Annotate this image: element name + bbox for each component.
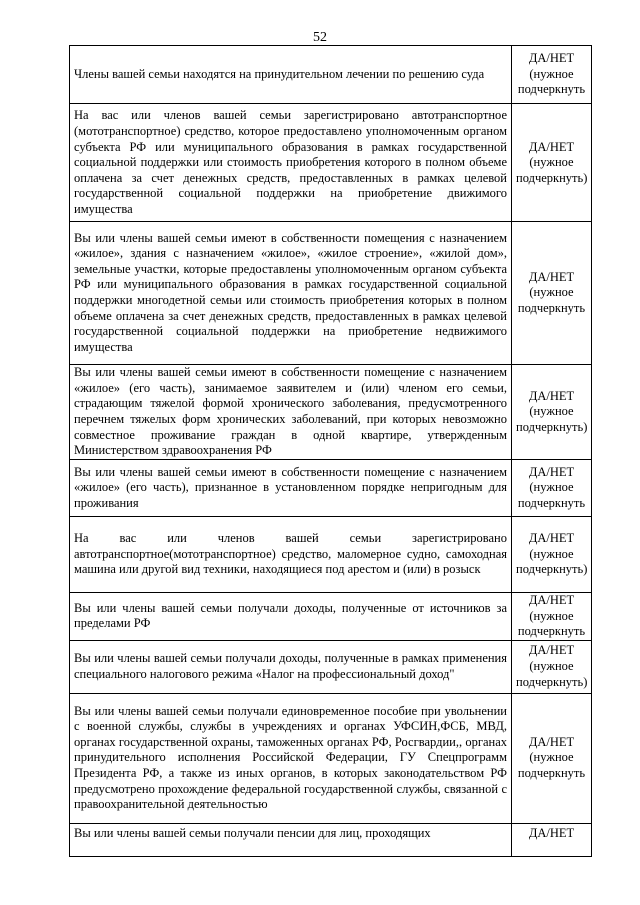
table-row: [70, 593, 592, 641]
answer-cell[interactable]: [512, 823, 592, 856]
answer-hint-line: (нужное: [529, 750, 574, 765]
table-row: [70, 104, 592, 222]
answer-hint-line: (нужное: [529, 285, 574, 300]
page-number: 52: [313, 30, 327, 45]
table-row: [70, 640, 592, 693]
answer-cell[interactable]: [512, 365, 592, 460]
answer-cell[interactable]: [512, 460, 592, 517]
yes-no-option[interactable]: ДА/НЕТ: [528, 825, 575, 840]
answer-hint-line: подчеркнуть): [516, 674, 588, 689]
question-cell: Члены вашей семьи находятся на принудительном лечении по решению суда: [70, 46, 512, 104]
question-cell: Вы или члены вашей семьи получали доходы, полученные от источников за пределами РФ: [70, 593, 512, 641]
table-row: [70, 823, 592, 856]
question-cell: Вы или члены вашей семьи имеют в собственности помещение с назначением «жилое» (его часть), занимаемое заявителем и (или) членом его семьи, страдающим тяжелой формой хронического заболевания, предусмотренного перечнем тяжелых форм хронических заболеваний, при которых невозможно совместное проживание граждан в одной квартире, утвержденным Министерством здравоохранения РФ: [70, 365, 512, 460]
question-cell: На вас или членов вашей семьи зарегистрировано автотранспортное (мототранспортное) средство, которое предоставлено уполномоченным органом субъекта РФ или муниципального образования в рамках государственной социальной поддержки или стоимость приобретения которого в полном объеме оплачена за счет денежных средств, предоставленных в рамках целевой государственной социальной поддержки на приобретение движимого имущества: [70, 104, 512, 222]
yes-no-option[interactable]: ДА/НЕТ: [528, 388, 575, 403]
questionnaire-table: [69, 45, 592, 857]
yes-no-option[interactable]: ДА/НЕТ: [528, 464, 575, 479]
answer-hint-line: подчеркнуть): [516, 562, 588, 577]
answer-cell[interactable]: [512, 693, 592, 823]
answer-hint-line: подчеркнуть): [516, 419, 588, 434]
question-cell: Вы или члены вашей семьи получали доходы, полученные в рамках применения специального налогового режима «Налог на профессиональный доход": [70, 640, 512, 693]
answer-cell[interactable]: [512, 517, 592, 593]
yes-no-option[interactable]: ДА/НЕТ: [528, 734, 575, 749]
answer-hint-line: (нужное: [529, 658, 574, 673]
yes-no-option[interactable]: ДА/НЕТ: [528, 269, 575, 284]
table-row: [70, 46, 592, 104]
answer-hint-line: подчеркнуть: [517, 495, 586, 510]
table-row: [70, 365, 592, 460]
answer-cell[interactable]: [512, 222, 592, 365]
table-row: [70, 460, 592, 517]
answer-hint-line: подчеркнуть: [517, 624, 586, 639]
answer-hint-line: (нужное: [529, 155, 574, 170]
table-row: [70, 517, 592, 593]
question-cell: Вы или члены вашей семьи имеют в собственности помещение с назначением «жилое» (его часть), признанное в установленном порядке непригодным для проживания: [70, 460, 512, 517]
yes-no-option[interactable]: ДА/НЕТ: [528, 531, 575, 546]
answer-hint-line: подчеркнуть: [517, 300, 586, 315]
answer-hint-line: подчеркнуть: [517, 766, 586, 781]
answer-cell[interactable]: [512, 593, 592, 641]
answer-hint-line: подчеркнуть: [517, 82, 586, 97]
question-cell: Вы или члены вашей семьи получали единовременное пособие при увольнении с военной службы, службы в учреждениях и органах УФСИН,ФСБ, МВД, органах государственной охраны, таможенных органах РФ, Росгвардии,, органах принудительного исполнения Российской Федерации, ГУ Спецпрограмм Президента РФ, а также из иных органов, в которых законодательством РФ предусмотрено прохождение федеральной государственной службы, связанной с правоохранительной деятельностью: [70, 693, 512, 823]
answer-cell[interactable]: [512, 104, 592, 222]
yes-no-option[interactable]: ДА/НЕТ: [528, 51, 575, 66]
answer-hint-line: (нужное: [529, 66, 574, 81]
answer-hint-line: (нужное: [529, 480, 574, 495]
answer-hint-line: (нужное: [529, 546, 574, 561]
yes-no-option[interactable]: ДА/НЕТ: [528, 643, 575, 658]
answer-hint-line: подчеркнуть): [516, 170, 588, 185]
answer-hint-line: (нужное: [529, 404, 574, 419]
answer-cell[interactable]: [512, 640, 592, 693]
question-cell: Вы или члены вашей семьи имеют в собственности помещения с назначением «жилое», здания с назначением «жилое», «жилое строение», «жилой дом», земельные участки, которые предоставлены уполномоченным органом субъекта РФ или муниципального образования в рамках государственной социальной поддержки многодетной семьи или стоимость приобретения которых в полном объеме оплачена за счет денежных средств, предоставленных в рамках целевой государственной социальной поддержки на приобретение недвижимого имущества: [70, 222, 512, 365]
table-row: [70, 693, 592, 823]
answer-cell[interactable]: [512, 46, 592, 104]
yes-no-option[interactable]: ДА/НЕТ: [528, 593, 575, 607]
table-row: [70, 222, 592, 365]
question-cell: Вы или члены вашей семьи получали пенсии для лиц, проходящих: [70, 823, 512, 856]
question-cell: На вас или членов вашей семьи зарегистрировано автотранспортное(мототранспортное) средство, маломерное судно, самоходная машина или другой вид техники, находящиеся под арестом и (или) в розыск: [70, 517, 512, 593]
answer-hint-line: (нужное: [529, 608, 574, 623]
yes-no-option[interactable]: ДА/НЕТ: [528, 139, 575, 154]
